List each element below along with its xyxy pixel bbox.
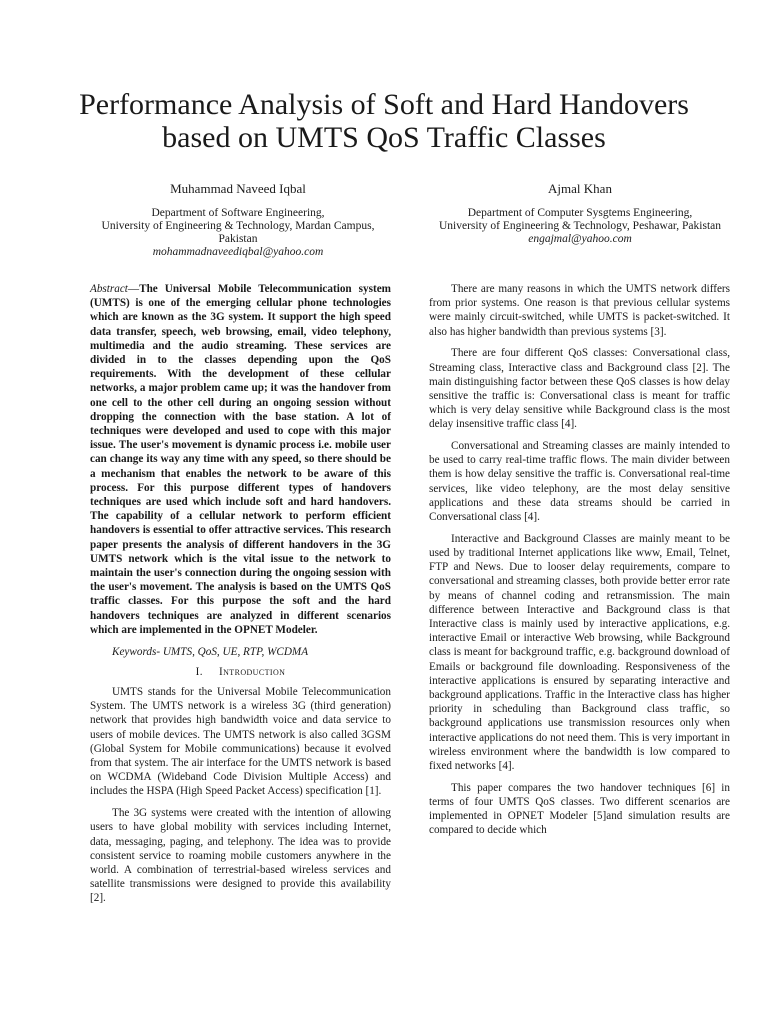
affiliation-line: Department of Computer Sysgtems Engineering,: [467, 207, 693, 219]
abstract: [90, 282, 391, 637]
affiliation-line: University of Engineering & Technologv, Peshawar, Pakistan: [438, 220, 722, 232]
author-email: engajmal@yahoo.com: [528, 233, 632, 245]
body-paragraph: Interactive and Background Classes are mainly meant to be used by traditional Internet applications like www, Email, Telnet, FTP and News. Due to looser delay requirements, compare to conversational and streaming classes, both provide better error rate by means of channel coding and retransmission. The main difference between Interactive and Background class is that Interactive class is mainly used by interactive applications, e.g. interactive Email or interactive Web browsing, while Background class is meant for background traffic, e.g. background download of Emails or background file downloading. Responsiveness of the interactive applications is ensured by separating interactive and background applications. Traffic in the Interactive class has higher priority in scheduling than Background class traffic, so background applications use transmission resources only when interactive applications do not need them. This is very important in wireless environment where the bandwidth is low compared to fixed networks [4].: [429, 532, 730, 772]
body-paragraph: There are four different QoS classes: Conversational class, Streaming class, Interactive class and Background class [2]. The main distinguishing factor between these QoS classes is how delay sensitive the traffic is: Conversational class is meant for traffic which is very delay sensitive while Background class is the most delay insensitive traffic class [4].: [429, 347, 730, 431]
right-column: [429, 282, 730, 845]
affiliation-line: Department of Software Engineering,: [151, 207, 325, 219]
affiliation-line: Pakistan: [218, 233, 258, 245]
title-line-2: based on UMTS QoS Traffic Classes: [162, 121, 606, 154]
body-paragraph: There are many reasons in which the UMTS network differs from prior systems. One reason is that previous cellular systems were mainly circuit-switched, while UMTS is packet-switched. It also has higher bandwidth than previous systems [3].: [429, 283, 730, 338]
section-heading: [90, 665, 391, 679]
body-paragraph: Conversational and Streaming classes are mainly intended to be used to carry real-time traffic flows. The main divider between them is how delay sensitive the traffic is. Conversational real-time services, like video telephony, are the most delay sensitive applications and these data streams should be carried in Conversational class [4].: [429, 440, 730, 524]
body-paragraph: This paper compares the two handover techniques [6] in terms of four UMTS QoS classes. Two different scenarios are implemented in OPNET Modeler [5]and simulation results are compared to decide which: [429, 781, 730, 837]
author-email: mohammadnaveediqbal@yahoo.com: [152, 246, 324, 258]
affiliation-line: University of Engineering & Technology, Mardan Campus,: [101, 220, 375, 232]
author-name: Muhammad Naveed Iqbal: [170, 181, 306, 196]
section-title: Introduction: [219, 665, 286, 678]
abstract-label: Abstract: [90, 283, 128, 295]
author-name: Ajmal Khan: [548, 181, 612, 196]
left-column: [90, 282, 391, 913]
abstract-text: The Universal Mobile Telecommunication system (UMTS) is one of the emerging cellular phone technologies which are known as the 3G system. It support the high speed data transfer, speech, web browsing, email, video telephony, multimedia and the audio streaming. These services are divided in to the classes depending upon the QoS requirements. With the development of these cellular networks, a major problem came up; it was the handover from one cell to the other cell during an ongoing session without dropping the connection with the base station. A lot of techniques were developed and used to cope with this major issue. The user's movement is dynamic process i.e. mobile user can change its way any time with any speed, so there should be a mechanism that enables the network to be aware of this process. For this purpose different types of handovers techniques are used which include soft and hard handovers. The capability of a cellular network to perform efficient handovers is essential to offer attractive services. This research paper presents the analysis of different handovers in the 3G UMTS network which is the vital issue to the network to maintain the user's connection during the ongoing session with the user's movement. The analysis is based on the UMTS QoS traffic classes. For this purpose the soft and the hard handovers techniques are analyzed in different scenarios which are implemented in the OPNET Modeler.: [90, 283, 391, 636]
abstract-dash: —: [127, 283, 140, 295]
keywords: Keywords- UMTS, QoS, UE, RTP, WCDMA: [112, 645, 309, 658]
body-paragraph: UMTS stands for the Universal Mobile Telecommunication System. The UMTS network is a wireless 3G (third generation) network that provides high bandwidth voice and data service to users of mobile devices. The UMTS network is also called 3GSM (Global System for Mobile communications) because it evolved from that system. The air interface for the UMTS network is based on WCDMA (Wideband Code Division Multiple Access) and includes the HSPA (High Speed Packet Access) specification [1].: [90, 685, 391, 798]
author-block-1: [84, 182, 392, 259]
body-paragraph: The 3G systems were created with the intention of allowing users to have global mobility with services including Internet, data, messaging, paging, and telephony. The idea was to provide consistent service to roaming mobile customers anywhere in the world. A combination of terrestrial-based wireless services and satellite transmissions were designed to provide this availability [2].: [90, 807, 391, 905]
title-line-1: Performance Analysis of Soft and Hard Handovers: [79, 88, 689, 121]
author-block-2: [420, 182, 740, 246]
section-number: I.: [195, 665, 203, 678]
paper-title: [40, 88, 728, 154]
